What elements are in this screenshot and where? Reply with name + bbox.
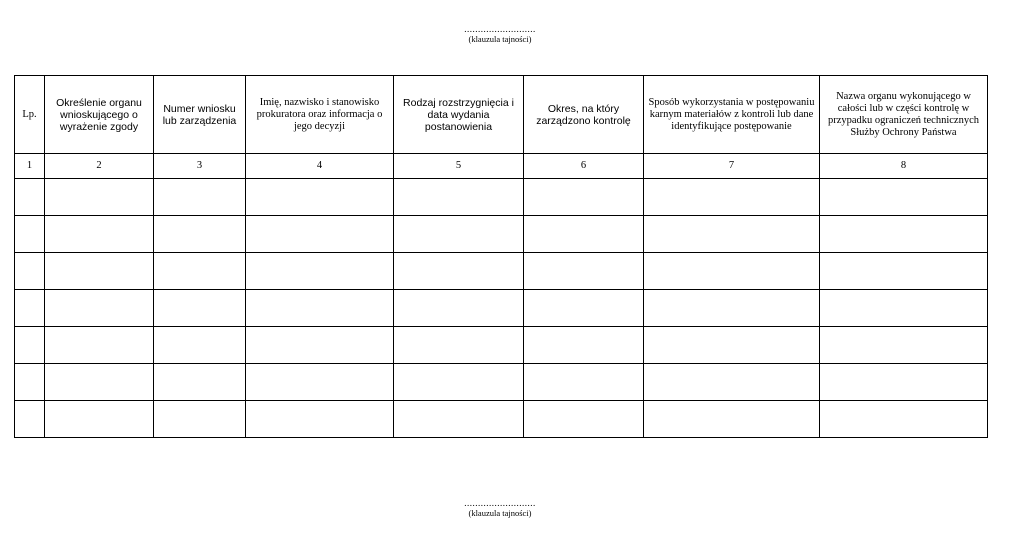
empty-cell xyxy=(15,253,45,290)
empty-cell xyxy=(246,179,394,216)
empty-cell xyxy=(644,253,820,290)
column-number: 4 xyxy=(246,154,394,179)
empty-cell xyxy=(45,216,154,253)
empty-cell xyxy=(524,216,644,253)
column-number: 5 xyxy=(394,154,524,179)
empty-cell xyxy=(45,327,154,364)
empty-cell xyxy=(45,253,154,290)
empty-cell xyxy=(820,290,988,327)
header-request-number: Numer wniosku lub zarządzenia xyxy=(154,76,246,154)
header-prosecutor: Imię, nazwisko i stanowisko prokuratora oraz informacja o jego decyzji xyxy=(246,76,394,154)
register-table xyxy=(14,75,988,438)
column-number: 6 xyxy=(524,154,644,179)
empty-cell xyxy=(394,179,524,216)
table-header-row xyxy=(15,76,988,154)
clause-label: (klauzula tajności) xyxy=(468,508,532,518)
empty-cell xyxy=(524,327,644,364)
empty-cell xyxy=(820,253,988,290)
clause-dotted-line: .......................... xyxy=(464,24,536,34)
header-requesting-authority: Określenie organu wnioskującego o wyrażenie zgody xyxy=(45,76,154,154)
header-decision-type: Rodzaj rozstrzygnięcia i data wydania postanowienia xyxy=(394,76,524,154)
empty-cell xyxy=(644,364,820,401)
column-number: 2 xyxy=(45,154,154,179)
clause-dotted-line: .......................... xyxy=(464,498,536,508)
empty-cell xyxy=(45,179,154,216)
empty-cell xyxy=(45,364,154,401)
empty-cell xyxy=(820,364,988,401)
empty-cell xyxy=(820,216,988,253)
empty-cell xyxy=(644,327,820,364)
empty-cell xyxy=(45,401,154,438)
column-number: 7 xyxy=(644,154,820,179)
empty-cell xyxy=(394,290,524,327)
empty-cell xyxy=(820,179,988,216)
header-material-usage: Sposób wykorzystania w postępowaniu karnym materiałów z kontroli lub dane identyfikujące postępowanie xyxy=(644,76,820,154)
header-executing-authority: Nazwa organu wykonującego w całości lub w części kontrolę w przypadku ograniczeń technicznych Służby Ochrony Państwa xyxy=(820,76,988,154)
empty-cell xyxy=(644,179,820,216)
empty-cell xyxy=(154,327,246,364)
column-number-row xyxy=(15,154,988,179)
empty-cell xyxy=(394,327,524,364)
empty-table-row xyxy=(15,364,988,401)
empty-cell xyxy=(15,216,45,253)
empty-cell xyxy=(246,253,394,290)
empty-cell xyxy=(644,401,820,438)
empty-cell xyxy=(15,401,45,438)
column-number: 8 xyxy=(820,154,988,179)
empty-cell xyxy=(246,364,394,401)
empty-cell xyxy=(394,364,524,401)
empty-cell xyxy=(15,179,45,216)
empty-cell xyxy=(820,401,988,438)
empty-table-row xyxy=(15,327,988,364)
classification-clause-top xyxy=(0,25,1000,44)
empty-cell xyxy=(524,179,644,216)
empty-cell xyxy=(154,401,246,438)
empty-table-row xyxy=(15,401,988,438)
empty-cell xyxy=(644,290,820,327)
header-lp: Lp. xyxy=(15,76,45,154)
empty-cell xyxy=(45,290,154,327)
empty-cell xyxy=(644,216,820,253)
empty-cell xyxy=(154,253,246,290)
header-control-period: Okres, na który zarządzono kontrolę xyxy=(524,76,644,154)
empty-cell xyxy=(15,327,45,364)
empty-cell xyxy=(154,216,246,253)
empty-cell xyxy=(246,216,394,253)
empty-cell xyxy=(394,253,524,290)
empty-cell xyxy=(394,216,524,253)
empty-cell xyxy=(524,364,644,401)
empty-cell xyxy=(524,253,644,290)
empty-cell xyxy=(246,401,394,438)
empty-cell xyxy=(246,327,394,364)
column-number: 1 xyxy=(15,154,45,179)
empty-cell xyxy=(154,179,246,216)
empty-cell xyxy=(524,401,644,438)
empty-table-row xyxy=(15,253,988,290)
empty-cell xyxy=(246,290,394,327)
empty-cell xyxy=(394,401,524,438)
column-number: 3 xyxy=(154,154,246,179)
clause-label: (klauzula tajności) xyxy=(468,34,532,44)
empty-table-row xyxy=(15,179,988,216)
empty-cell xyxy=(154,290,246,327)
empty-cell xyxy=(154,364,246,401)
empty-cell xyxy=(15,290,45,327)
empty-cell xyxy=(15,364,45,401)
empty-table-row xyxy=(15,216,988,253)
empty-cell xyxy=(820,327,988,364)
empty-cell xyxy=(524,290,644,327)
empty-table-row xyxy=(15,290,988,327)
classification-clause-bottom xyxy=(0,499,1000,518)
